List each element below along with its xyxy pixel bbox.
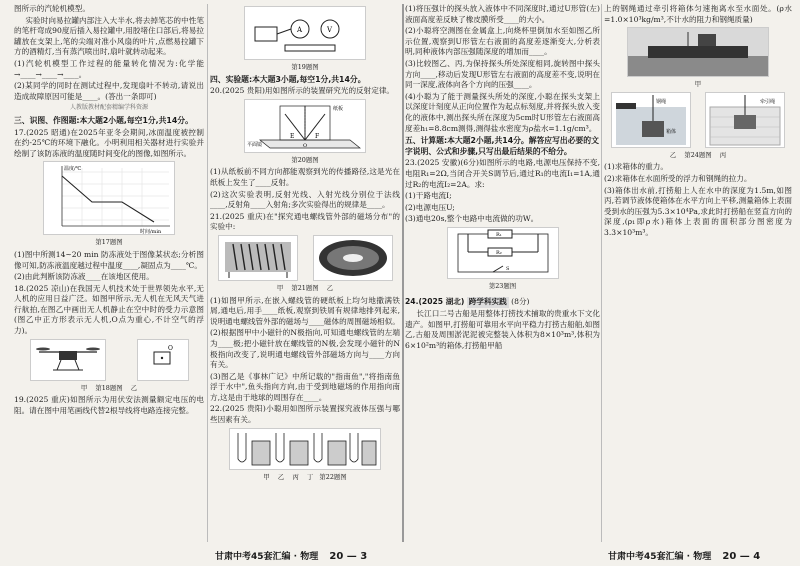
q23-part1: (1)干路电流I; <box>405 191 452 201</box>
q18-stem: 18.(2025 凉山)在我国无人机技术处于世界领先水平,无人机的应用日益广泛。如图甲所示,无人机在无风天气进行航拍,在图乙中画出无人机静止在空中时的受力示意图(图乙中正方形表示无人机,O点为重心,不计空气的浮力)。 <box>14 283 204 336</box>
q24-part3: (3)箱体出水前,打捞船上人在水中的深度为1.5m,如图丙,若调节液体使箱体在水平方向上平移,测量箱体上表面受到水的压强为5.3×10⁴Pa,求此时打捞船在竖直方向的深度,(ρ₁即ρ水)箱体上表面的面积部分图密度为3.3×10³m³。 <box>604 185 792 237</box>
q17-caption: 第17题图 <box>95 238 123 247</box>
q20-part1: (1)从纸板前不同方向都能观察到光的传播路径,这是光在纸板上发生了____反射。 <box>210 167 400 187</box>
q22-part4: (4)小聪为了能于测量探头所处的深度,小聪在探头支架上以深度计刻度从正向位置作为起点标刻度,并将探头放入变化的液体中,测出探头所在深度为5cm时U形管左右液面高度差h₁=8.8cm测得,测得盐水密度为ρ盐水=1.1g/cm³。 <box>405 91 600 133</box>
left-footer-title: 甘肃中考45套汇编 · 物理 <box>215 552 319 562</box>
left-page-number: 20 — 3 <box>329 551 368 562</box>
q20-caption: 第20题图 <box>291 155 319 164</box>
q23-stem: 23.(2025 安徽)(6分)如图所示的电路,电源电压保持不变,电阻R₁=2Ω,当闭合开关S调节后,通过R₁的电流I₁=1A,通过R₂的电流I₂=2A。求: <box>405 158 600 189</box>
q21-part1: (1)如图甲所示,在嵌入螺线管的硬纸板上均匀地撒满铁屑,通电后,用手____纸板,观察到铁屑有规律地排列起来,说明通电螺线管外部的磁场与____磁体的周围磁场相似。 <box>210 295 400 326</box>
right-page-footer <box>608 549 760 562</box>
q22-pressure-figure <box>229 428 381 470</box>
q23-part2: (2)电源电压U; <box>405 202 455 212</box>
q23-part3: (3)通电20s,整个电路中电流做的功W。 <box>405 214 539 224</box>
svg-text:纸板: 纸板 <box>333 105 344 112</box>
q17-stem: 17.(2025 昭通)在2025年亚冬会期间,冰面温度被控制在约-25℃的环境下融化。小明利用相关器材进行实验并绘制了该防冻液的温度随时间变化的图像,如图所示。 <box>14 127 204 158</box>
q24-part1: (1)求箱体的重力。 <box>604 162 668 172</box>
q18-caption: 甲 第18题图 乙 <box>80 383 138 392</box>
cross-discipline-badge: 跨学科实践 <box>468 297 507 307</box>
q22-stem: 22.(2025 贵阳)小聪用如图所示装置探究液体压强与哪些因素有关。 <box>210 404 400 425</box>
svg-text:O: O <box>167 344 173 352</box>
experiment-text: 实验时向易拉罐内部注入大半水,将去掉笔芯的中性笔的笔杆弯成90度后插入易拉罐中,用胶堵住口部后,将易拉罐放在支架上,笔的尖端对准小风扇的叶片,点燃易拉罐下方的酒精灯,当有蒸汽喷出时,扇叶就转动起来。 <box>14 15 204 57</box>
svg-text:E: E <box>290 132 295 140</box>
solenoid-figure <box>218 235 298 281</box>
intro-tail: 图所示的汽轮机模型。 <box>14 4 90 13</box>
left-page-footer <box>215 549 367 562</box>
svg-text:钢绳: 钢绳 <box>656 98 667 105</box>
q23-caption: 第23题图 <box>488 281 517 290</box>
q21-stem: 21.(2025 重庆)在"探究通电螺线管外部的磁场分布"的实验中: <box>210 211 400 232</box>
svg-text:S: S <box>505 265 509 272</box>
q22-caption: 甲 乙 丙 丁 第22题图 <box>263 472 347 481</box>
column-1 <box>14 4 204 417</box>
right-page-number: 20 — 4 <box>722 551 761 562</box>
section-5-heading: 五、计算题:本大题2小题,共14分。解答应写出必要的文字说明、公式和步骤,只写出最后结果的不给分。 <box>405 136 599 156</box>
box-in-water-figure <box>611 92 691 148</box>
section-4-heading: 四、实验题:本大题3小题,每空1分,共14分。 <box>210 74 366 84</box>
q24-continued: 上的钢绳通过牵引将箱体匀速拖离水至水面处。(ρ水=1.0×10³kg/m³,不计水的阻力和钢绳质量) <box>604 4 792 24</box>
column-4 <box>604 4 792 240</box>
box-lifting-figure <box>705 92 785 148</box>
q19-circuit-figure <box>244 6 366 60</box>
q24-diagrams <box>604 92 792 148</box>
q16-part2: (2)某同学的同时在测试过程中,发现扇叶不转动,请说出造成故障原因可能是____。(答出一条即可) <box>14 81 204 101</box>
q20-stem: 20.(2025 贵阳)用如图所示的装置研究光的反射定律。 <box>210 86 395 96</box>
compass-fish-figure <box>313 235 393 281</box>
q19-caption: 第19题图 <box>291 63 319 71</box>
divider-1 <box>207 4 208 542</box>
column-2 <box>210 4 400 484</box>
publisher-tagline: 人教版教材配套精编学科资源 <box>69 104 148 112</box>
q16-part1: (1)汽轮机模型工作过程的能量转化情况为:化学能→____→____→____。 <box>14 58 204 79</box>
temperature-curve <box>62 176 154 222</box>
svg-text:A: A <box>297 26 303 34</box>
graph-x-label: 时间/min <box>140 229 162 235</box>
q24-caption: 乙 第24题图 丙 <box>669 150 727 159</box>
right-footer-title: 甘肃中考45套汇编 · 物理 <box>608 552 712 562</box>
svg-text:R₂: R₂ <box>495 249 502 256</box>
svg-text:F: F <box>315 132 320 140</box>
q17-part1: (1)图中所测14~20 min 防冻液处于图像某状态;分析图像可知,防冻液温度越过程中温度____,凝固点为____℃。 <box>14 249 204 270</box>
q18-figures <box>14 339 204 381</box>
q22-part3: (3)比较图乙、丙,为保持探头所处深度相同,旋转图中探头方向____,移动后发现U形管左右液面的高度差不变,说明在同一深度,液体向各个方向的压强____。 <box>405 58 600 90</box>
q21-figures <box>210 235 400 281</box>
svg-text:牵引绳: 牵引绳 <box>760 98 776 105</box>
svg-text:箱体: 箱体 <box>666 128 677 135</box>
page-gutter <box>402 4 404 542</box>
q20-part2: (2)这次实验表明,反射光线、入射光线分别位于法线____,反射角____入射角;多次实验得出的规律是____。 <box>210 189 400 210</box>
q24-part2: (2)求箱体在水面所受的浮力和钢绳的拉力。 <box>604 173 752 183</box>
column-3 <box>405 4 600 352</box>
q19-stem: 19.(2025 重庆)如图所示为用伏安法测量额定电压的电阻。请在图中用笔画线代替2根导线将电路连接完整。 <box>14 395 204 415</box>
q21-caption: 甲 第21题图 乙 <box>276 283 334 292</box>
q21-part3: (3)图乙是《事林广记》中所记载的"指南鱼","将指南鱼浮于水中",鱼头指向方向,由于受到地磁场的作用指向南方,这是由于地球的周围存在____。 <box>210 371 400 402</box>
svg-text:平面镜: 平面镜 <box>247 141 263 148</box>
drone-square-figure <box>137 339 189 381</box>
q20-reflection-figure <box>244 99 366 153</box>
q21-part2: (2)根据图甲中小磁针的N极指向,可知通电螺线管的左端为____极;把小磁针放在螺线管的N极,会发现小磁针的N极指向改变了,说明通电螺线管外部磁场方向与____方向有关。 <box>210 328 400 370</box>
salvage-ship-photo <box>627 27 769 77</box>
q24-photo-label: 甲 <box>694 80 702 89</box>
svg-text:O: O <box>303 142 308 149</box>
q24-heading: 24.(2025 湖北) 跨学科实践 (8分) <box>405 297 530 307</box>
q24-body: 长江口二号古船是用整体打捞技术捕取的贵重水下文化遗产。如图甲,打捞船可靠用水平向平稳力打捞古船舶,如图乙,古船及周围淤泥泥被完整装入体积为8×10³m³,体积为6×10²m³的箱体,打捞船甲船 <box>405 309 600 350</box>
graph-y-label: 温度/℃ <box>64 166 82 173</box>
q23-circuit-figure <box>447 227 559 279</box>
svg-text:V: V <box>327 26 333 34</box>
q17-graph <box>43 161 175 235</box>
svg-text:R₁: R₁ <box>495 231 502 238</box>
drone-figure <box>30 339 106 381</box>
q17-part2: (2)由此判断该防冻液____在该地区使用。 <box>14 272 154 282</box>
section-3-heading: 三、识图、作图题:本大题2小题,每空1分,共14分。 <box>14 115 193 125</box>
q22-part2: (2)小聪将空测图在金属盒上,向烧杯里倒加水至如图乙所示位置,观察到U形管左右液面的高度差逐渐变大,分析表明,同种液体内部压强随深度的增加而____。 <box>405 26 600 57</box>
divider-3 <box>601 4 602 542</box>
q22-part1: (1)将压强计的探头放入液体中不同深度时,通过U形管(左)液面高度差反映了橡皮膜所受____的大小。 <box>405 4 600 24</box>
